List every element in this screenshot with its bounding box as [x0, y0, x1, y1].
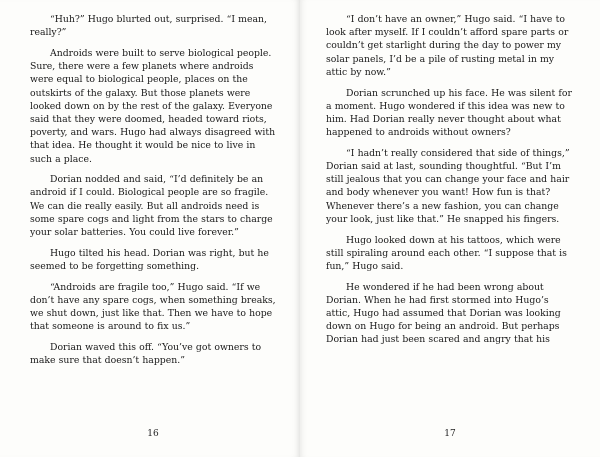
paragraph: “Androids are fragile too,” Hugo said. “If we don’t have any spare cogs, when something breaks, we shut down, just like that. Then we have to hope that someone is around to fix us.” [30, 281, 276, 333]
paragraph: “Huh?” Hugo blurted out, surprised. “I mean, really?” [30, 14, 267, 39]
paragraph: “I hadn’t really considered that side of things,” Dorian said at last, sounding thoughtful. “But I’m still jealous that you can change your face and hair and body whenever you want! How fun is that? Whenever there’s a new fashion, you can change your look, just like that.” He snapped his fingers. [326, 147, 570, 225]
paragraph: Androids were built to serve biological people. Sure, there were a few planets where androids were equal to biological people, places on the outskirts of the galaxy. But those planets were looked down on by the rest of the galaxy. Everyone said that they were doomed, headed toward riots, poverty, and wars. Hugo had always disagreed with that idea. He thought it would be nice to live in such a place. [30, 47, 276, 165]
paragraph: He wondered if he had been wrong about Dorian. When he had first stormed into Hugo’s attic, Hugo had assumed that Dorian was looking down on Hugo for being an android. But perhaps Dorian had just been scared and angry that his [326, 281, 561, 346]
paragraph: Hugo looked down at his tattoos, which were still spiraling around each other. “I suppose that is fun,” Hugo said. [326, 234, 567, 272]
paragraph: Dorian scrunched up his face. He was silent for a moment. Hugo wondered if this idea was new to him. Had Dorian really never thought about what happened to androids without owners? [326, 87, 572, 139]
right-page [300, 0, 600, 457]
paragraph: Dorian nodded and said, “I’d definitely be an android if I could. Biological people are so fragile. We can die really easily. But all androids need is some spare cogs and light from the stars to charge your solar batteries. You could live forever.” [30, 174, 273, 239]
page-number: 17 [444, 429, 456, 439]
paragraph: Hugo tilted his head. Dorian was right, but he seemed to be forgetting something. [30, 247, 269, 272]
paragraph: Dorian waved this off. “You’ve got owners to make sure that doesn’t happen.” [30, 341, 262, 367]
paragraph: “I don’t have an owner,” Hugo said. “I have to look after myself. If I couldn’t afford spare parts or couldn’t get starlight during the day to power my solar panels, I’d be a pile of rusting metal in my attic by now.” [326, 14, 569, 78]
page-number: 16 [147, 429, 159, 439]
